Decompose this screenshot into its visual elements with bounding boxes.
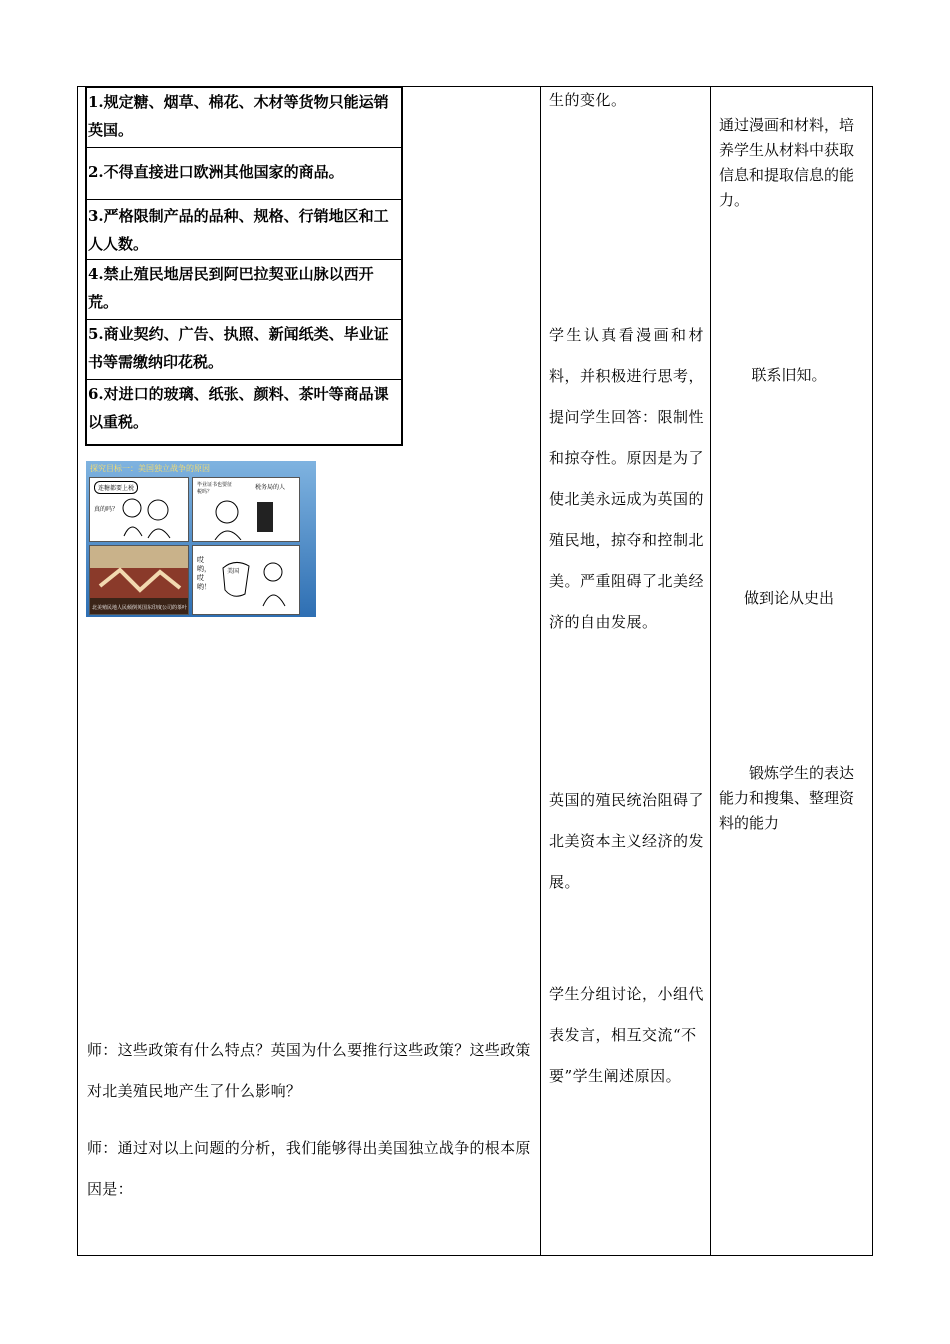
column-divider-1 xyxy=(540,86,541,1256)
speech-bubble: 哎哟，哎哟！ xyxy=(197,556,211,591)
teacher-question-1: 师：这些政策有什么特点？英国为什么要推行这些政策？这些政策对北美殖民地产生了什么影响？ xyxy=(87,1041,531,1100)
policy-table xyxy=(85,86,403,446)
design-intent-4: 锻炼学生的表达能力和搜集、整理资料的能力 xyxy=(719,764,855,832)
policy-row-5: 5.商业契约、广告、执照、新闻纸类、毕业证书等需缴纳印花税。 xyxy=(87,320,401,380)
teacher-question-2: 师：通过对以上问题的分析，我们能够得出美国独立战争的根本原因是： xyxy=(87,1139,531,1198)
map-label: 美国 xyxy=(227,568,240,575)
cartoon-figures-icon xyxy=(118,496,178,540)
tea-party-painting xyxy=(89,545,189,615)
policy-row-4: 4.禁止殖民地居民到阿巴拉契亚山脉以西开荒。 xyxy=(87,260,401,320)
column-divider-2 xyxy=(710,86,711,1256)
cartoon-panel-4 xyxy=(192,545,300,615)
policy-row-1: 1.规定糖、烟草、棉花、木材等货物只能运销英国。 xyxy=(87,88,401,148)
policy-row-6: 6.对进口的玻璃、纸张、颜料、茶叶等商品课以重税。 xyxy=(88,385,389,431)
cartoon-panel-2 xyxy=(192,477,300,542)
slide-title: 探究目标一：美国独立战争的原因 xyxy=(90,464,210,473)
cartoon-figures-icon xyxy=(211,496,291,540)
painting-caption: 北美殖民地人民倾倒英国东印度公司的茶叶 xyxy=(92,605,188,611)
cartoon-slide-image xyxy=(86,461,316,617)
speech-bubble: 真的吗？ xyxy=(94,506,119,513)
speech-bubble: 毕业证书也要征税吗？ xyxy=(197,482,233,495)
student-activity-1: 生的变化。 xyxy=(549,91,627,109)
design-intent-1: 通过漫画和材料，培养学生从材料中获取信息和提取信息的能力。 xyxy=(719,116,855,209)
student-activity-3: 英国的殖民统治阻碍了北美资本主义经济的发展。 xyxy=(549,791,705,891)
speech-bubble: 连糖都要上税 xyxy=(94,481,138,494)
cartoon-figures-icon xyxy=(215,554,295,612)
policy-row-2: 2.不得直接进口欧洲其他国家的商品。 xyxy=(87,148,401,200)
student-activity-4: 学生分组讨论，小组代表发言，相互交流“不要”学生阐述原因。 xyxy=(549,985,705,1085)
speech-bubble: 税务局的人 xyxy=(255,484,286,491)
student-activity-2: 学生认真看漫画和材料，并积极进行思考，提问学生回答：限制性和掠夺性。原因是为了使北美永远成为英国的殖民地，掠夺和控制北美。严重阻碍了北美经济的自由发展。 xyxy=(549,326,705,631)
design-intent-2: 联系旧知。 xyxy=(751,366,827,384)
policy-row-3: 3.严格限制产品的品种、规格、行销地区和工人人数。 xyxy=(87,200,401,260)
cartoon-panel-1 xyxy=(89,477,189,542)
design-intent-3: 做到论从史出 xyxy=(743,589,834,607)
